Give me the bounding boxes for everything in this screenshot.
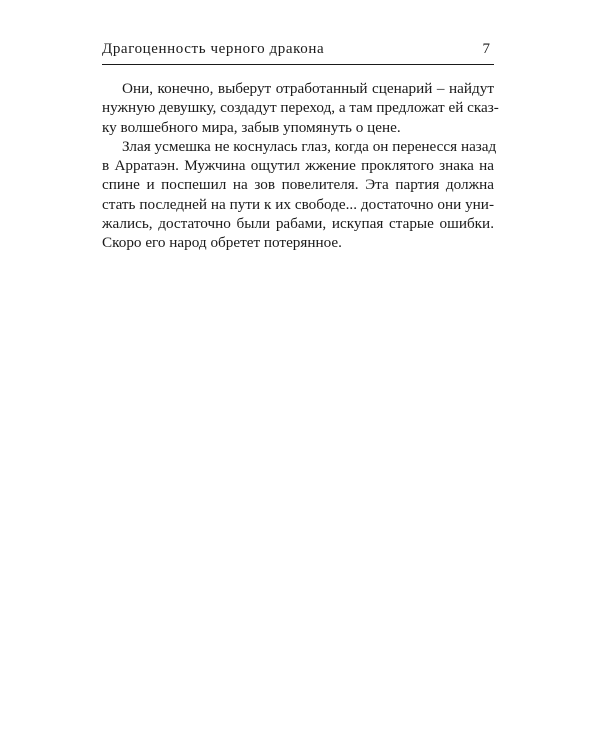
page-number: 7	[482, 41, 490, 57]
paragraph-2	[102, 137, 497, 253]
body-text	[102, 79, 499, 253]
text-line: стать последней на пути к их свободе... достаточно они уни-	[102, 195, 494, 213]
text-line: жались, достаточно были рабами, искупая старые ошибки.	[102, 215, 494, 233]
paragraph-1	[102, 79, 499, 137]
text-line: спине и поспешил на зов повелителя. Эта партия должна	[102, 176, 494, 194]
running-header	[102, 38, 494, 65]
text-line: Они, конечно, выберут отработанный сценарий – найдут	[122, 80, 494, 97]
text-line: в Арратаэн. Мужчина ощутил жжение проклятого знака на	[102, 157, 494, 175]
book-title: Драгоценность черного дракона	[102, 41, 325, 57]
text-line: Скоро его народ обретет потерянное.	[102, 234, 342, 252]
text-line: Злая усмешка не коснулась глаз, когда он перенесся назад	[122, 137, 497, 155]
text-line: нужную девушку, создадут переход, а там предложат ей сказ-	[102, 99, 499, 117]
text-line: ку волшебного мира, забыв упомянуть о цене.	[102, 118, 401, 136]
